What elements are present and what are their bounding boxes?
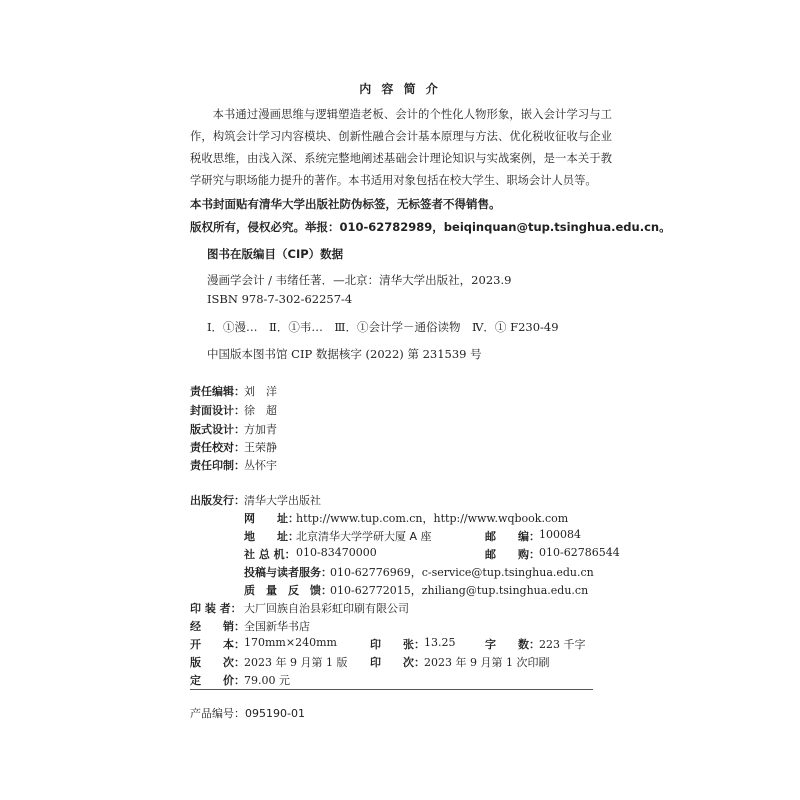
- cip-heading: 图书在版编目（CIP）数据: [207, 247, 344, 261]
- edition-value: 2023 年 9 月第 1 版: [244, 656, 348, 669]
- printer-value: 大厂回族自治县彩虹印刷有限公司: [244, 602, 409, 615]
- summary-title: 内 容 简 介: [359, 82, 441, 96]
- postcode-label: 邮 编：: [485, 530, 540, 543]
- publisher-label: 出版发行：: [190, 494, 245, 507]
- word-count-label: 字 数：: [485, 638, 540, 651]
- quality-feedback-value: 010-62772015，zhiliang@tup.tsinghua.edu.cn: [330, 584, 589, 597]
- product-number: 产品编号：095190-01: [190, 707, 305, 720]
- staff-value: 王荣静: [244, 441, 277, 454]
- summary-body: 本书通过漫画思维与逻辑塑造老板、会计的个性化人物形象，嵌入会计学习与工作，构筑会计学习内容模块、创新性融合会计基本原理与方法、优化税收征收与企业税收思维，由浅入深、系统完整地阐述基础会计理论知识与实战案例，是一本关于教学研究与职场能力提升的著作。本书适用对象包括在校大学生、职场会计人员等。: [190, 108, 612, 187]
- staff-label: 版式设计：: [190, 423, 245, 436]
- reader-service-label: 投稿与读者服务：: [244, 566, 332, 579]
- web-label: 网 址：: [244, 512, 299, 525]
- divider-line: [190, 689, 593, 690]
- word-count-value: 223 千字: [539, 638, 586, 651]
- price-label: 定 价：: [190, 674, 245, 687]
- cip-classification: Ⅰ．①漫… Ⅱ．①韦… Ⅲ．①会计学－通俗读物 Ⅳ．① F230-49: [207, 320, 559, 334]
- cip-line-1: 漫画学会计 / 韦绪任著．—北京：清华大学出版社，2023.9: [207, 273, 512, 287]
- staff-label: 责任印制：: [190, 459, 245, 472]
- staff-label: 封面设计：: [190, 404, 245, 417]
- switchboard-value: 010-83470000: [296, 546, 377, 559]
- postcode-value: 100084: [539, 528, 581, 541]
- printing-label: 印 次：: [370, 656, 425, 669]
- staff-value: 方加青: [244, 423, 277, 436]
- staff-value: 丛怀宇: [244, 459, 277, 472]
- sheets-value: 13.25: [424, 636, 456, 649]
- copyright-notice: 版权所有，侵权必究。举报：010-62782989，beiqinquan@tup.tsinghua.edu.cn。: [190, 220, 671, 234]
- publisher-name: 清华大学出版社: [244, 494, 321, 507]
- distributor-label: 经 销：: [190, 620, 245, 633]
- mail-order-label: 邮 购：: [485, 548, 540, 561]
- mail-order-value: 010-62786544: [539, 546, 620, 559]
- sheets-label: 印 张：: [370, 638, 425, 651]
- edition-label: 版 次：: [190, 656, 245, 669]
- price-value: 79.00 元: [244, 674, 290, 687]
- switchboard-label: 社 总 机：: [244, 548, 296, 561]
- staff-label: 责任编辑：: [190, 385, 245, 398]
- printing-value: 2023 年 9 月第 1 次印刷: [424, 656, 550, 669]
- reader-service-value: 010-62776969，c-service@tup.tsinghua.edu.cn: [330, 566, 594, 579]
- web-value: http://www.tup.com.cn，http://www.wqbook.com: [296, 512, 569, 525]
- cip-isbn: ISBN 978-7-302-62257-4: [207, 292, 353, 306]
- staff-value: 刘 洋: [244, 385, 277, 398]
- anti-fake-notice: 本书封面贴有清华大学出版社防伪标签，无标签者不得销售。: [190, 197, 501, 211]
- address-value: 北京清华大学学研大厦 A 座: [296, 530, 432, 543]
- cip-record: 中国版本图书馆 CIP 数据核字 (2022) 第 231539 号: [207, 347, 482, 361]
- distributor-value: 全国新华书店: [244, 620, 310, 633]
- printer-label: 印 装 者：: [190, 602, 242, 615]
- staff-value: 徐 超: [244, 404, 277, 417]
- format-value: 170mm×240mm: [244, 636, 337, 649]
- quality-feedback-label: 质 量 反 馈：: [244, 584, 332, 597]
- format-label: 开 本：: [190, 638, 245, 651]
- address-label: 地 址：: [244, 530, 299, 543]
- staff-label: 责任校对：: [190, 441, 245, 454]
